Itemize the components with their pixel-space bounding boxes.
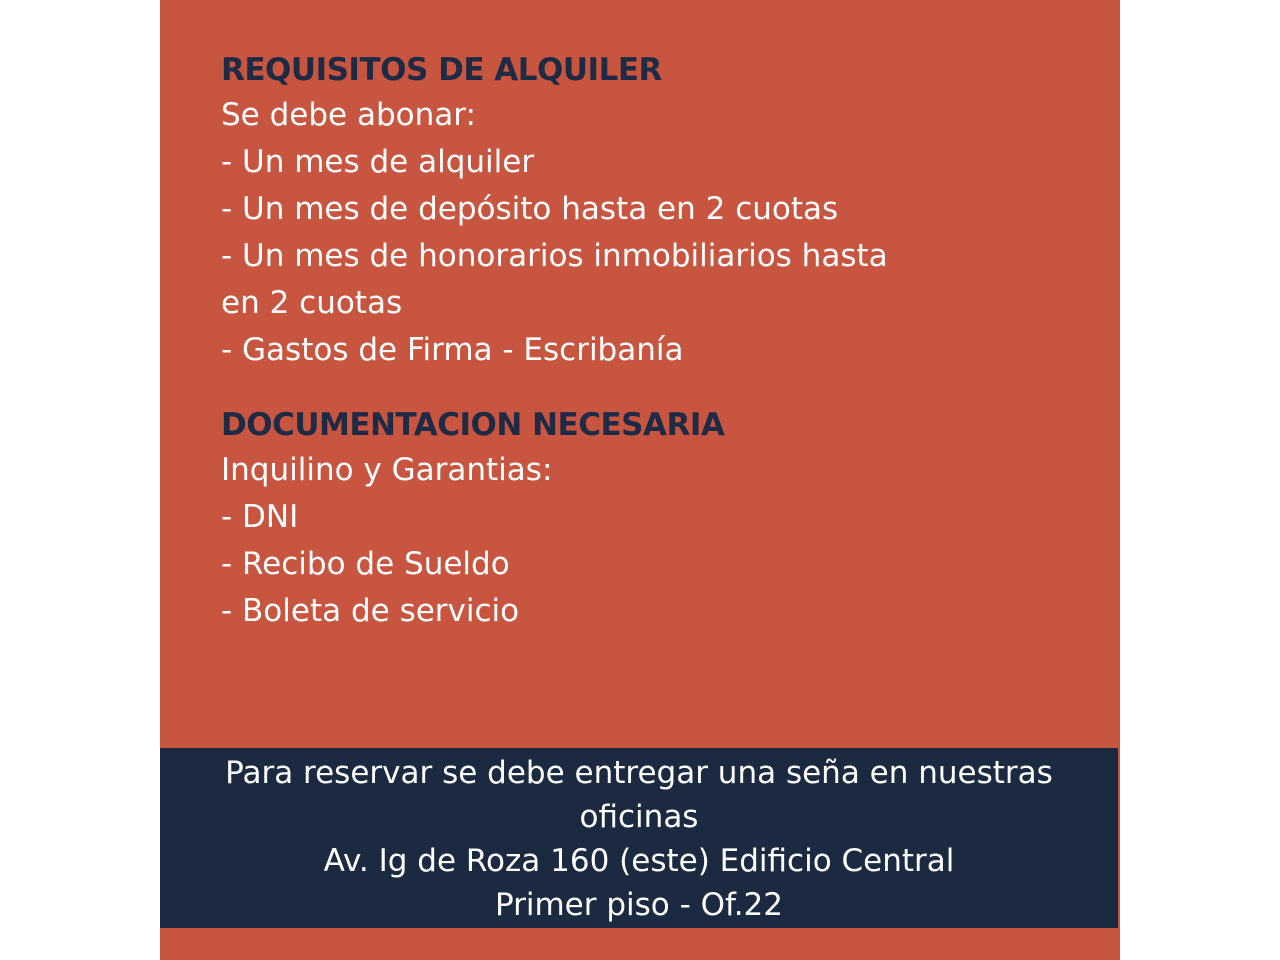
rental-item: - Un mes de honorarios inmobiliarios hasta — [221, 238, 888, 274]
section-spacer — [221, 374, 1101, 407]
footer-line: oficinas — [579, 799, 699, 835]
rental-requirements-section — [221, 52, 1101, 374]
documents-section — [221, 407, 1101, 635]
footer-line: Av. Ig de Roza 160 (este) Edificio Central — [323, 843, 955, 879]
documents-title: DOCUMENTACION NECESARIA — [221, 407, 725, 443]
rental-item: en 2 cuotas — [221, 285, 403, 321]
documents-item: - Boleta de servicio — [221, 593, 520, 629]
documents-item: - DNI — [221, 499, 299, 535]
footer-line: Para reservar se debe entregar una seña en nuestras — [225, 755, 1053, 791]
rental-item: - Un mes de alquiler — [221, 144, 535, 180]
rental-intro: Se debe abonar: — [221, 97, 476, 133]
footer-line: Primer piso - Of.22 — [494, 887, 784, 923]
rental-item: - Un mes de depósito hasta en 2 cuotas — [221, 191, 839, 227]
documents-intro: Inquilino y Garantias: — [221, 452, 553, 488]
content-area — [221, 52, 1101, 635]
rental-requirements-title: REQUISITOS DE ALQUILER — [221, 52, 662, 88]
info-card — [160, 0, 1120, 960]
footer-text — [160, 748, 1118, 927]
rental-item: - Gastos de Firma - Escribanía — [221, 332, 684, 368]
documents-item: - Recibo de Sueldo — [221, 546, 510, 582]
reservation-footer — [160, 748, 1120, 928]
